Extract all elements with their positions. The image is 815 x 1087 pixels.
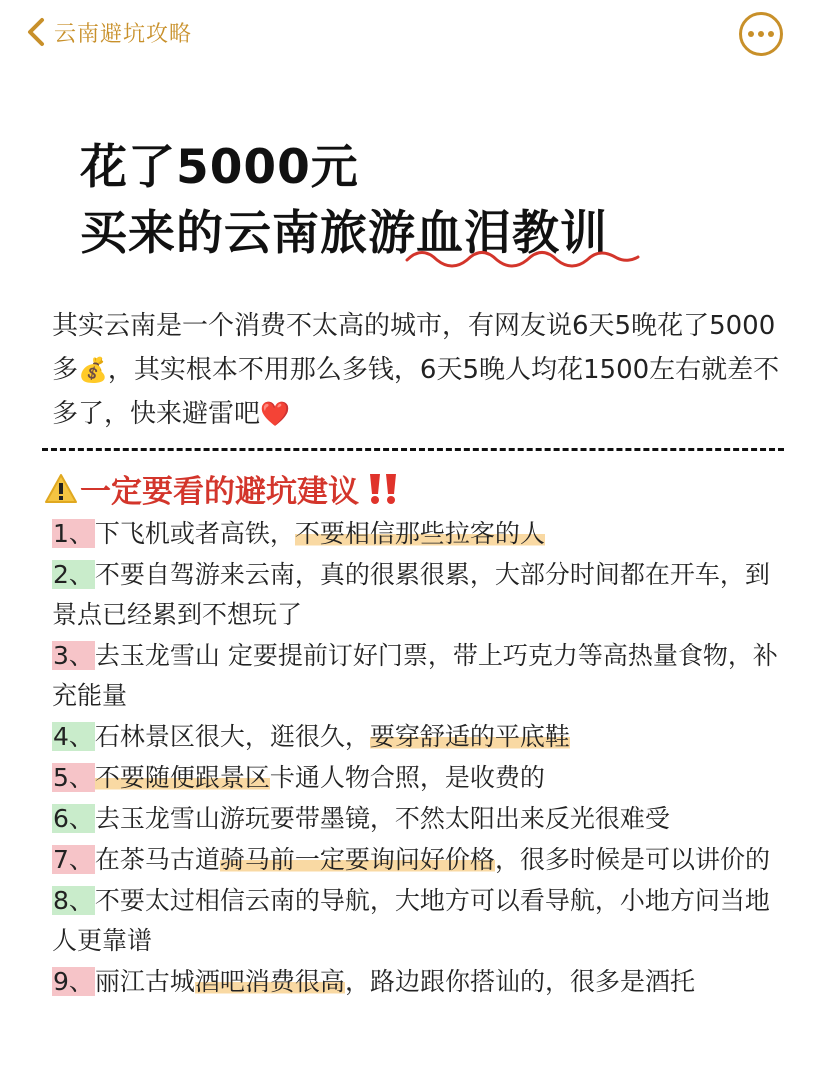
tip-item <box>52 555 787 635</box>
tip-item <box>52 881 787 961</box>
tip-text: 下飞机或者高铁， <box>94 519 295 548</box>
tip-number: 5、 <box>53 763 94 792</box>
tip-text: 卡通人物合照，是收费的 <box>269 763 545 792</box>
tip-number: 7、 <box>53 845 94 874</box>
red-squiggle-underline <box>405 248 640 268</box>
top-nav-bar <box>0 0 815 70</box>
tip-text: 在茶马古道 <box>94 845 220 874</box>
section-header <box>44 466 401 511</box>
tip-item <box>52 636 787 716</box>
tip-item <box>52 840 787 880</box>
tip-number: 6、 <box>53 804 94 833</box>
chevron-left-icon <box>22 14 52 50</box>
tip-highlight: 不要随便跟景区 <box>94 763 270 792</box>
tip-item <box>52 514 787 554</box>
double-exclamation-icon <box>365 472 401 506</box>
tip-highlight: 要穿舒适的平底鞋 <box>369 722 570 751</box>
warning-icon <box>44 473 78 505</box>
more-button[interactable] <box>739 12 783 56</box>
tip-highlight: 骑马前一定要询问好价格 <box>219 845 495 874</box>
tip-number: 2、 <box>53 560 94 589</box>
tip-number: 9、 <box>53 967 94 996</box>
tip-text: 不要自驾游来云南，真的很累很累，大部分时间都在开车，到景点已经累到不想玩了 <box>52 560 770 629</box>
tip-number: 3、 <box>53 641 94 670</box>
tip-number: 1、 <box>53 519 94 548</box>
heart-icon: ❤️ <box>260 400 290 428</box>
tip-item <box>52 758 787 798</box>
tip-text: 去玉龙雪山游玩要带墨镜，不然太阳出来反光很难受 <box>94 804 670 833</box>
more-dots-icon <box>748 31 754 37</box>
dashed-divider <box>42 448 784 451</box>
back-button[interactable] <box>22 14 192 50</box>
tip-highlight: 酒吧消费很高 <box>194 967 345 996</box>
tip-item <box>52 962 787 1002</box>
tip-number: 4、 <box>53 722 94 751</box>
intro-paragraph: 其实云南是一个消费不太高的城市，有网友说6天5晚花了5000多💰，其实根本不用那么多钱，6天5晚人均花1500左右就差不多了，快来避雷吧❤️ <box>52 311 780 429</box>
tip-item <box>52 717 787 757</box>
tips-list <box>52 514 787 1003</box>
back-label: 云南避坑攻略 <box>54 21 193 47</box>
page-title-line1: 花了5000元 <box>80 140 359 195</box>
tip-item <box>52 799 787 839</box>
tip-text: ，路边跟你搭讪的，很多是酒托 <box>344 967 695 996</box>
section-title: 一定要看的避坑建议 <box>80 474 359 510</box>
tip-highlight: 不要相信那些拉客的人 <box>294 519 545 548</box>
page-title-line2: 买来的云南旅游血泪教训 <box>80 206 608 261</box>
tip-text: 石林景区很大，逛很久， <box>94 722 370 751</box>
tip-text: 丽江古城 <box>94 967 195 996</box>
tip-text: 去玉龙雪山 定要提前订好门票，带上巧克力等高热量食物，补充能量 <box>52 641 778 710</box>
tip-text: ，很多时候是可以讲价的 <box>494 845 770 874</box>
tip-text: 不要太过相信云南的导航，大地方可以看导航，小地方问当地人更靠谱 <box>52 886 770 955</box>
tip-number: 8、 <box>53 886 94 915</box>
money-bag-icon: 💰 <box>78 356 108 384</box>
